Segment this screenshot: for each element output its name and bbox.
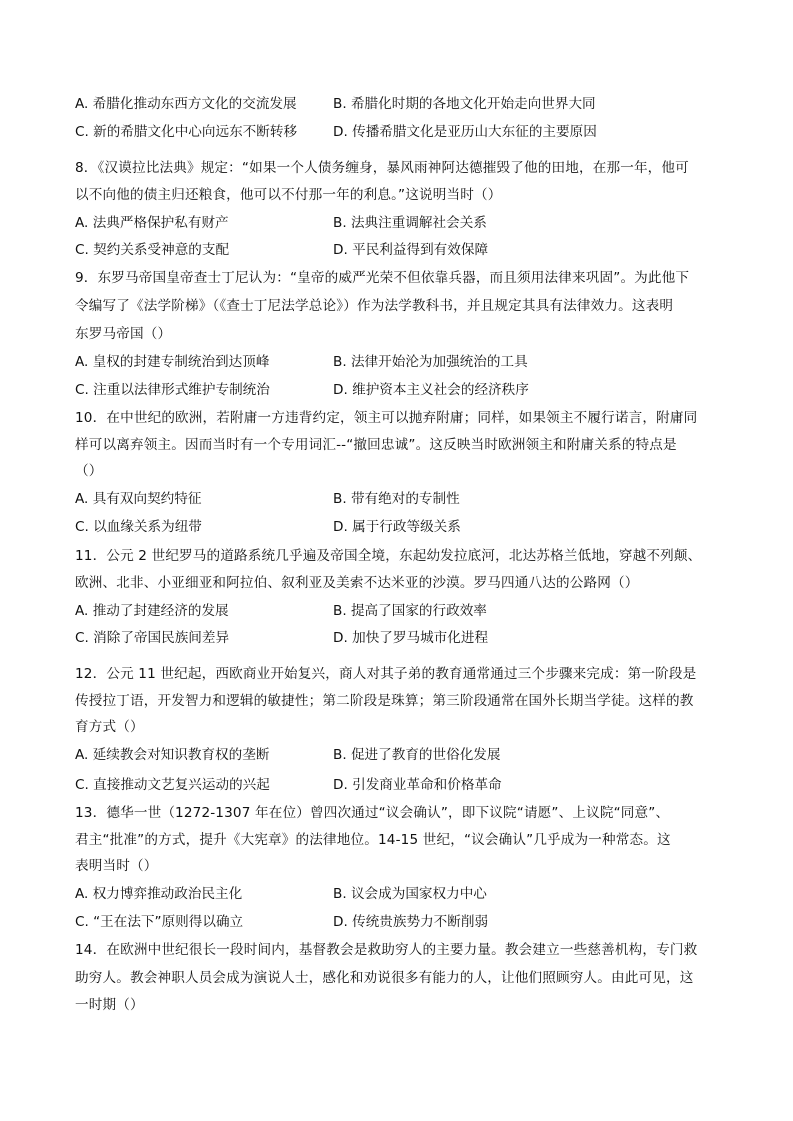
q13-stem-line-3: 表明当时（） <box>75 858 158 874</box>
q8-stem-line-1: 8．《汉谟拉比法典》规定：“如果一个人债务缠身，暴风雨神阿达德摧毁了他的田地，在那一年，他可 <box>75 160 689 176</box>
q9-stem-line-1: 9．东罗马帝国皇帝查士丁尼认为：“皇帝的威严光荣不但依靠兵器，而且须用法律来巩固”。为此他下 <box>75 270 690 286</box>
q7-option-a[interactable]: A. 希腊化推动东西方文化的交流发展 <box>75 96 297 112</box>
q11-option-c[interactable]: C. 消除了帝国民族间差异 <box>75 630 230 646</box>
q10-option-b[interactable]: B. 带有绝对的专制性 <box>333 491 460 507</box>
q12-option-d[interactable]: D. 引发商业革命和价格革命 <box>333 777 502 793</box>
q8-option-b[interactable]: B. 法典注重调解社会关系 <box>333 215 487 231</box>
q12-stem-line-1: 12．公元 11 世纪起，西欧商业开始复兴，商人对其子弟的教育通常通过三个步骤来完成：第一阶段是 <box>75 666 697 682</box>
q9-option-c[interactable]: C. 注重以法律形式维护专制统治 <box>75 382 270 398</box>
q9-option-a[interactable]: A. 皇权的封建专制统治到达顶峰 <box>75 354 270 370</box>
q12-option-a[interactable]: A. 延续教会对知识教育权的垄断 <box>75 747 270 763</box>
q7-option-d[interactable]: D. 传播希腊文化是亚历山大东征的主要原因 <box>333 124 597 140</box>
q13-option-c[interactable]: C. “王在法下”原则得以确立 <box>75 914 244 930</box>
q13-option-b[interactable]: B. 议会成为国家权力中心 <box>333 886 487 902</box>
q10-option-a[interactable]: A. 具有双向契约特征 <box>75 491 202 507</box>
q10-option-c[interactable]: C. 以血缘关系为纽带 <box>75 519 202 535</box>
q13-stem-line-2: 君主“批准”的方式，提升《大宪章》的法律地位。14-15 世纪，“议会确认”几乎成为一种常态。这 <box>75 832 671 848</box>
q9-stem-line-2: 令编写了《法学阶梯》（《查士丁尼法学总论》）作为法学教科书，并且规定其具有法律效力。这表明 <box>75 298 674 314</box>
q10-option-d[interactable]: D. 属于行政等级关系 <box>333 519 461 535</box>
q11-option-a[interactable]: A. 推动了封建经济的发展 <box>75 603 229 619</box>
q10-stem-line-3: （） <box>75 463 103 479</box>
q12-option-b[interactable]: B. 促进了教育的世俗化发展 <box>333 747 501 763</box>
q10-stem-line-2: 样可以离弃领主。因而当时有一个专用词汇--“撤回忠诚”。这反映当时欧洲领主和附庸关系的特点是 <box>75 437 677 453</box>
q11-stem-line-1: 11．公元 2 世纪罗马的道路系统几乎遍及帝国全境，东起幼发拉底河，北达苏格兰低地，穿越不列颠、 <box>75 548 702 564</box>
q8-option-d[interactable]: D. 平民利益得到有效保障 <box>333 242 489 258</box>
q11-stem-line-2: 欧洲、北非、小亚细亚和阿拉伯、叙利亚及美索不达米亚的沙漠。罗马四通八达的公路网（） <box>75 575 639 591</box>
q8-stem-line-2: 以不向他的债主归还粮食，他可以不付那一年的利息。”这说明当时（） <box>75 187 502 203</box>
q11-option-b[interactable]: B. 提高了国家的行政效率 <box>333 603 487 619</box>
q8-option-c[interactable]: C. 契约关系受神意的支配 <box>75 242 230 258</box>
q12-option-c[interactable]: C. 直接推动文艺复兴运动的兴起 <box>75 777 270 793</box>
q13-option-a[interactable]: A. 权力博弈推动政治民主化 <box>75 886 243 902</box>
q10-stem-line-1: 10．在中世纪的欧洲，若附庸一方违背约定，领主可以抛弃附庸；同样，如果领主不履行诺言，附庸同 <box>75 410 698 426</box>
q7-option-b[interactable]: B. 希腊化时期的各地文化开始走向世界大同 <box>333 96 596 112</box>
q14-stem-line-3: 一时期（） <box>75 997 144 1013</box>
q13-option-d[interactable]: D. 传统贵族势力不断削弱 <box>333 914 489 930</box>
q12-stem-line-3: 育方式（） <box>75 719 144 735</box>
q13-stem-line-1: 13．德华一世（1272-1307 年在位）曾四次通过“议会确认”，即下议院“请愿”、上议院“同意”、 <box>75 805 670 821</box>
q9-option-b[interactable]: B. 法律开始沦为加强统治的工具 <box>333 354 528 370</box>
q12-stem-line-2: 传授拉丁语，开发智力和逻辑的敏捷性；第二阶段是珠算；第三阶段通常在国外长期当学徒。这样的教 <box>75 693 694 709</box>
q9-option-d[interactable]: D. 维护资本主义社会的经济秩序 <box>333 382 529 398</box>
q14-stem-line-1: 14．在欧洲中世纪很长一段时间内，基督教会是救助穷人的主要力量。教会建立一些慈善机构，专门救 <box>75 942 698 958</box>
q14-stem-line-2: 助穷人。教会神职人员会成为演说人士，感化和劝说很多有能力的人，让他们照顾穷人。由此可见，这 <box>75 970 694 986</box>
q9-stem-line-3: 东罗马帝国（） <box>75 326 172 342</box>
q7-option-c[interactable]: C. 新的希腊文化中心向远东不断转移 <box>75 124 298 140</box>
q11-option-d[interactable]: D. 加快了罗马城市化进程 <box>333 630 489 646</box>
q8-option-a[interactable]: A. 法典严格保护私有财产 <box>75 215 229 231</box>
